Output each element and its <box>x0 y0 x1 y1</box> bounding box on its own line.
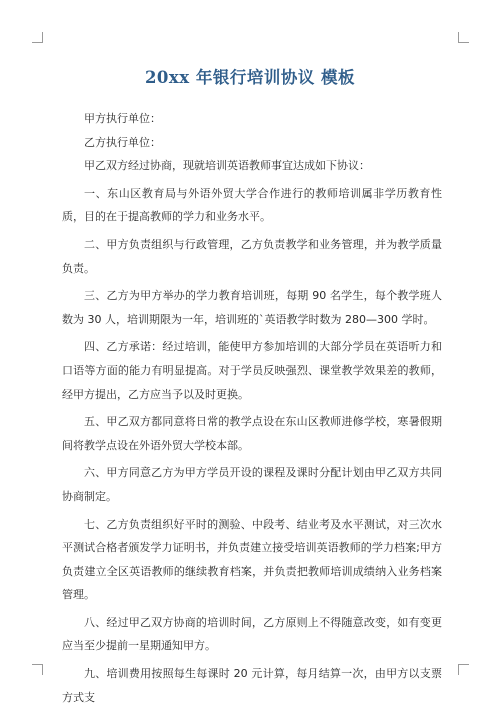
clause-8: 八、经过甲乙双方协商的培训时间，乙方原则上不得随意改变，如有变更应当至少提前一星期通知甲方。 <box>62 615 442 653</box>
page-corner-mark-bottom-right <box>458 664 469 675</box>
document-body <box>62 107 442 709</box>
page-corner-mark-bottom-left <box>32 664 43 675</box>
document-title: 20xx 年银行培训协议 模板 <box>144 68 356 87</box>
party-b-line: 乙方执行单位： <box>84 135 161 149</box>
party-a-line: 甲方执行单位： <box>84 112 161 125</box>
clause-4: 四、乙方承诺：经过培训，能使甲方参加培训的大部分学员在英语听力和口语等方面的能力有明显提高。对于学员反映强烈、课堂教学效果差的教师，经甲方提出，乙方应当予以及时更换。 <box>62 340 442 401</box>
clause-9: 九、培训费用按照每生每课时 20 元计算，每月结算一次，由甲方以支票方式支 <box>62 667 442 704</box>
clause-2: 二、甲方负责组织与行政管理，乙方负责教学和业务管理，并为教学质量负责。 <box>62 237 442 275</box>
page-corner-mark-top-right <box>458 32 469 43</box>
clause-5: 五、甲乙双方都同意将日常的教学点设在东山区教师进修学校，寒暑假期间将教学点设在外语外贸大学校本部。 <box>62 415 442 452</box>
clause-7: 七、乙方负责组织好平时的测验、中段考、结业考及水平测试，对三次水平测试合格者颁发学力证明书，并负责建立接受培训英语教师的学力档案;甲方负责建立全区英语教师的继续教育档案，并负责把教师培训成绩纳入业务档案管理。 <box>62 517 442 602</box>
clause-6: 六、甲方同意乙方为甲方学员开设的课程及课时分配计划由甲乙双方共同协商制定。 <box>62 466 442 503</box>
page-corner-mark-top-left <box>32 32 43 43</box>
clause-3: 三、乙方为甲方举办的学力教育培训班，每期 90 名学生，每个教学班人数为 30 人，培训期限为一年，培训班的`英语教学时数为 280—300 学时。 <box>62 289 442 326</box>
agreement-intro: 甲乙双方经过协商，现就培训英语教师事宜达成如下协议： <box>84 159 370 173</box>
clause-1: 一、东山区教育局与外语外贸大学合作进行的教师培训属非学历教育性质，目的在于提高教师的学力和业务水平。 <box>62 186 442 224</box>
